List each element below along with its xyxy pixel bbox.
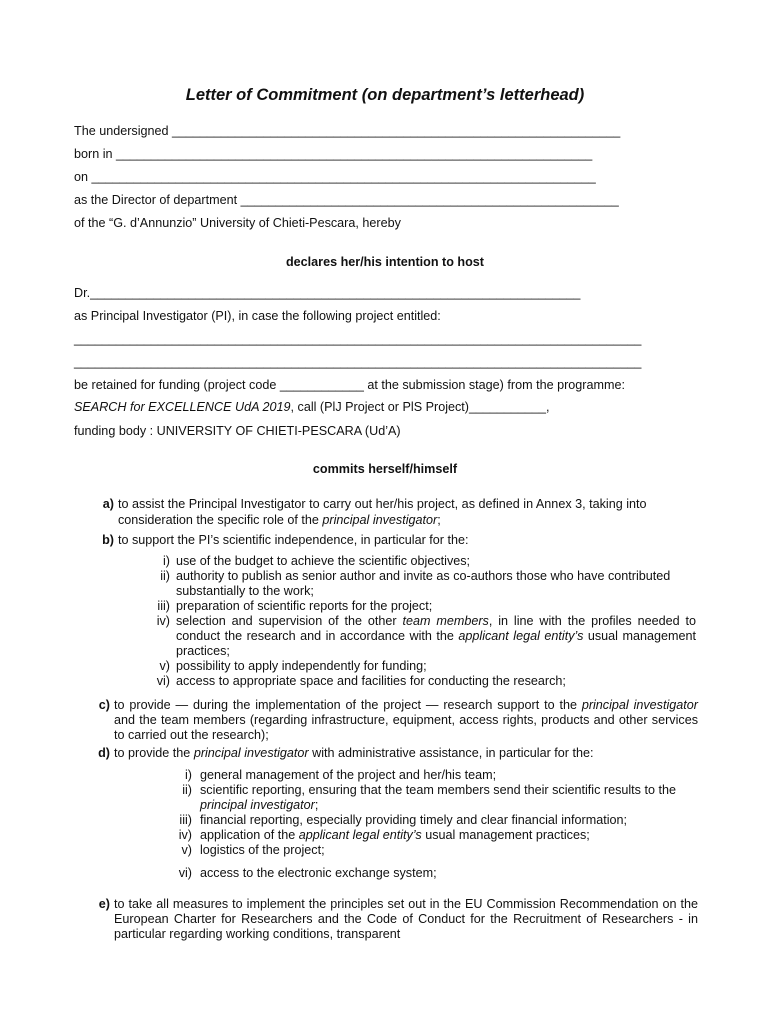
list-text: preparation of scientific reports for the project; [176,599,433,613]
d-sub-list [160,768,700,881]
list-text: use of the budget to achieve the scientific objectives; [176,554,471,568]
list-item [160,768,700,783]
b-sub-list [140,554,700,689]
university-line: of the “G. d’Annunzio” University of Chieti-Pescara, hereby [74,216,401,230]
list-number: ii) [182,783,192,797]
list-number: iv) [178,828,192,842]
list-text-italic: team members [402,614,489,628]
list-item [160,843,700,858]
item-b [74,532,700,548]
item-a-label: a) [102,497,114,511]
list-text-part: usual management practices; [176,629,696,658]
programme-name: SEARCH for EXCELLENCE UdA 2019 [74,400,291,414]
list-item [160,866,700,881]
list-text-italic: principal investigator [200,798,315,812]
list-text-part: ; [314,798,319,812]
list-number: i) [163,554,170,568]
list-item [140,674,700,689]
item-a [74,496,700,528]
item-c-italic: principal investigator [581,698,698,712]
item-c [74,698,700,743]
list-number: i) [185,768,192,782]
list-text-italic: applicant legal entity’s [458,629,584,643]
list-text-italic: applicant legal entity’s [298,828,422,842]
item-e-text: to take all measures to implement the principles set out in the EU Commission Recommendation on the European Charter for Researchers and the Code of Conduct for the Recruitment of Researchers - in particular regarding working conditions, transparent [114,897,698,941]
letter-title: Letter of Commitment (on department’s letterhead) [185,86,585,104]
item-b-label: b) [102,533,114,547]
list-item [160,813,700,828]
item-a-text: to assist the Principal Investigator to carry out her/his project, as defined in Annex 3, taking into consideration the specific role of the [118,497,647,527]
item-d-text: to provide the [114,746,194,760]
list-item [140,659,700,674]
list-text-part: selection and supervision of the other [176,614,403,628]
list-text-part: usual management practices; [421,828,590,842]
list-item [140,569,700,599]
list-text: access to appropriate space and facilities for conducting the research; [176,674,566,688]
item-d-end: with administrative assistance, in particular for the: [308,746,594,760]
list-text: authority to publish as senior author and invite as co-authors those who have contributed substantially to the work; [176,569,671,598]
programme-line [74,400,550,414]
list-number: v) [159,659,170,673]
born-in-field: born in ____________________________________________________________________ [74,147,593,161]
retained-line: be retained for funding (project code ____________ at the submission stage) from the programme: [74,378,625,392]
item-d [74,745,700,761]
list-text [200,828,696,843]
list-number: vi) [156,674,170,688]
list-item [140,554,700,569]
item-c-text: to provide — during the implementation of the project — research support to the [114,698,582,712]
list-text: general management of the project and her/his team; [200,768,497,782]
item-b-text: to support the PI’s scientific independence, in particular for the: [118,533,469,547]
list-text: possibility to apply independently for funding; [176,659,427,673]
pi-line: as Principal Investigator (PI), in case the following project entitled: [74,309,441,323]
list-text: financial reporting, especially providing timely and clear financial information; [200,813,628,827]
funding-body-line: funding body : UNIVERSITY OF CHIETI-PESCARA (Ud’A) [74,424,401,438]
list-number: iv) [156,614,170,628]
list-number: v) [181,843,192,857]
declares-heading: declares her/his intention to host [285,255,485,269]
list-text [176,614,696,659]
project-title-line-1: _________________________________________________________________________________ [74,332,642,346]
item-c-label: c) [98,698,110,712]
call-text: , call (PlJ Project or PlS Project)___________, [290,400,550,414]
item-a-italic: principal investigator [322,513,438,527]
item-a-end: ; [437,513,441,527]
item-e [74,897,700,942]
list-text: access to the electronic exchange system; [200,866,437,880]
item-e-label: e) [98,897,110,911]
list-item [160,783,700,813]
item-d-label: d) [98,746,110,760]
list-number: iii) [179,813,192,827]
doctor-name-field: Dr.______________________________________________________________________ [74,286,581,300]
item-c-end: and the team members (regarding infrastructure, equipment, access rights, products and other services to carried out the research); [114,713,698,742]
list-text-part: , in line with the profiles needed to conduct the research and in accordance with the [176,614,696,643]
list-number: vi) [178,866,192,880]
list-text: logistics of the project; [200,843,325,857]
list-number: iii) [157,599,170,613]
list-text-part: application of the [200,828,299,842]
list-text [200,783,696,813]
list-item [160,828,700,843]
project-title-line-2: _________________________________________________________________________________ [74,355,642,369]
list-text-part: scientific reporting, ensuring that the team members send their scientific results to the [200,783,676,797]
list-item [140,599,700,614]
list-item [140,614,700,659]
undersigned-field: The undersigned ________________________________________________________________ [74,124,621,138]
commits-heading: commits herself/himself [312,462,458,476]
item-d-italic: principal investigator [193,746,309,760]
director-field: as the Director of department ______________________________________________________ [74,193,619,207]
list-number: ii) [160,569,170,583]
on-date-field: on ________________________________________________________________________ [74,170,596,184]
